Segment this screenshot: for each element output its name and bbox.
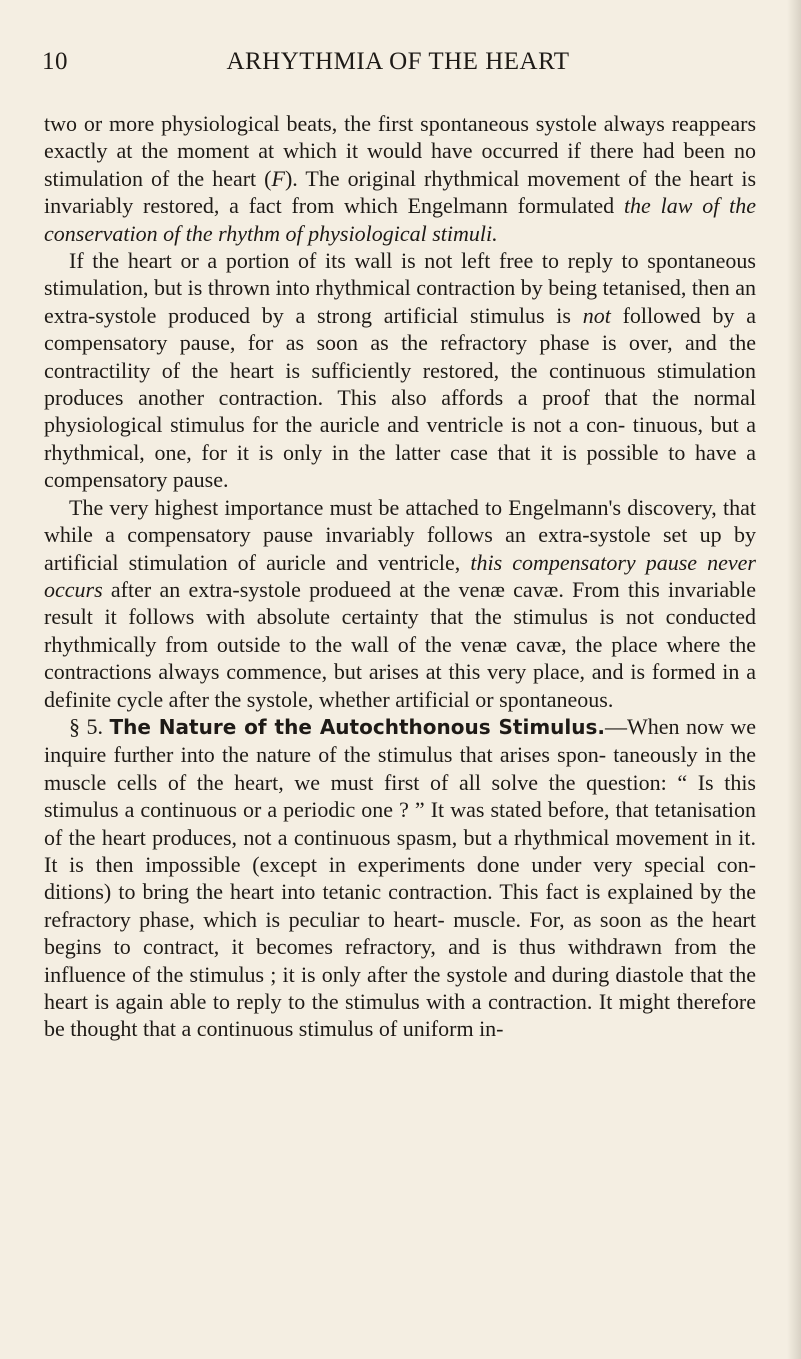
paragraph-1-text-cont: ). The original rhythmical movement of the heart is invariably restored, a fact from which Engelmann formulated [44,165,757,219]
section-heading: The Nature of the Autochthonous Stimulus. [109,714,606,739]
paragraph-3-text: The very highest importance must be attached to Engelmann's discovery, that while a compensatory pause invariably follows an extra-systole set up by artificial stimulation of auricle and ventricle, [44,494,756,575]
figure-reference: F [271,165,285,191]
paragraph-1 [44,110,756,247]
page-header [42,44,754,80]
section-mark: § 5. [69,713,103,739]
paragraph-3-text-cont: after an extra-systole produeed at the venæ cavæ. From this invariable result it follows with absolute certainty that the stimulus is not conducted rhythmically from outside to the wall of the venæ cavæ, the place where the contractions always commence, but arises at this very place, and is formed in a definite cycle after the systole, whether artificial or spontaneous. [44,576,756,712]
paragraph-2-text: If the heart or a portion of its wall is not left free to reply to spontaneous stimulation, but is thrown into rhythmical contraction by being tetanised, then an extra-systole produced by a strong artificial stimulus is [44,248,756,328]
emphasis-not: not [582,302,611,328]
paragraph-2-text-cont: followed by a compensatory pause, for as soon as the refractory phase is over, and the contractility of the heart is sufficiently restored, the continuous stimulation produces another contraction. This also affords a proof that the normal physiological stimulus for the auricle and ventricle is not a con- tinuous, but a rhythmical, one, for it is only in the latter case that it is possible to have a compensatory pause. [44,302,757,493]
paragraph-3 [44,494,756,713]
paragraph-4 [44,713,756,1043]
paragraph-2 [44,247,756,494]
page-number: 10 [42,48,68,75]
body-text [44,110,756,1043]
running-title: ARHYTHMIA OF THE HEART [226,48,570,75]
paragraph-1-text: two or more physiological beats, the first spontaneous systole always reappears exactly at the moment at which it would have occurred if there had been no stimulation of the heart ( [44,111,756,191]
law-of-conservation-phrase: the law of the conservation of the rhythm of physiological stimuli. [44,193,756,246]
page-edge-shadow [787,0,801,1359]
paragraph-4-text: —When now we inquire further into the nature of the stimulus that arises spon- taneously in the muscle cells of the heart, we must first of all solve the question: “ Is this stimulus a continuous or a periodic one ? ” It was stated before, that tetanisation of the heart produces, not a continuous spasm, but a rhythmical movement in it. It is then impossible (except in experiments done under very special con- ditions) to bring the heart into tetanic contraction. This fact is explained by the refractory phase, which is peculiar to heart- muscle. For, as soon as the heart begins to contract, it becomes refractory, and is thus withdrawn from the influence of the stimulus ; it is only after the systole and during diastole that the heart is again able to reply to the stimulus with a contraction. It might therefore be thought that a continuous stimulus of uniform in- [44,713,757,1042]
emphasis-compensatory-pause: this compensatory pause never occurs [44,549,756,602]
